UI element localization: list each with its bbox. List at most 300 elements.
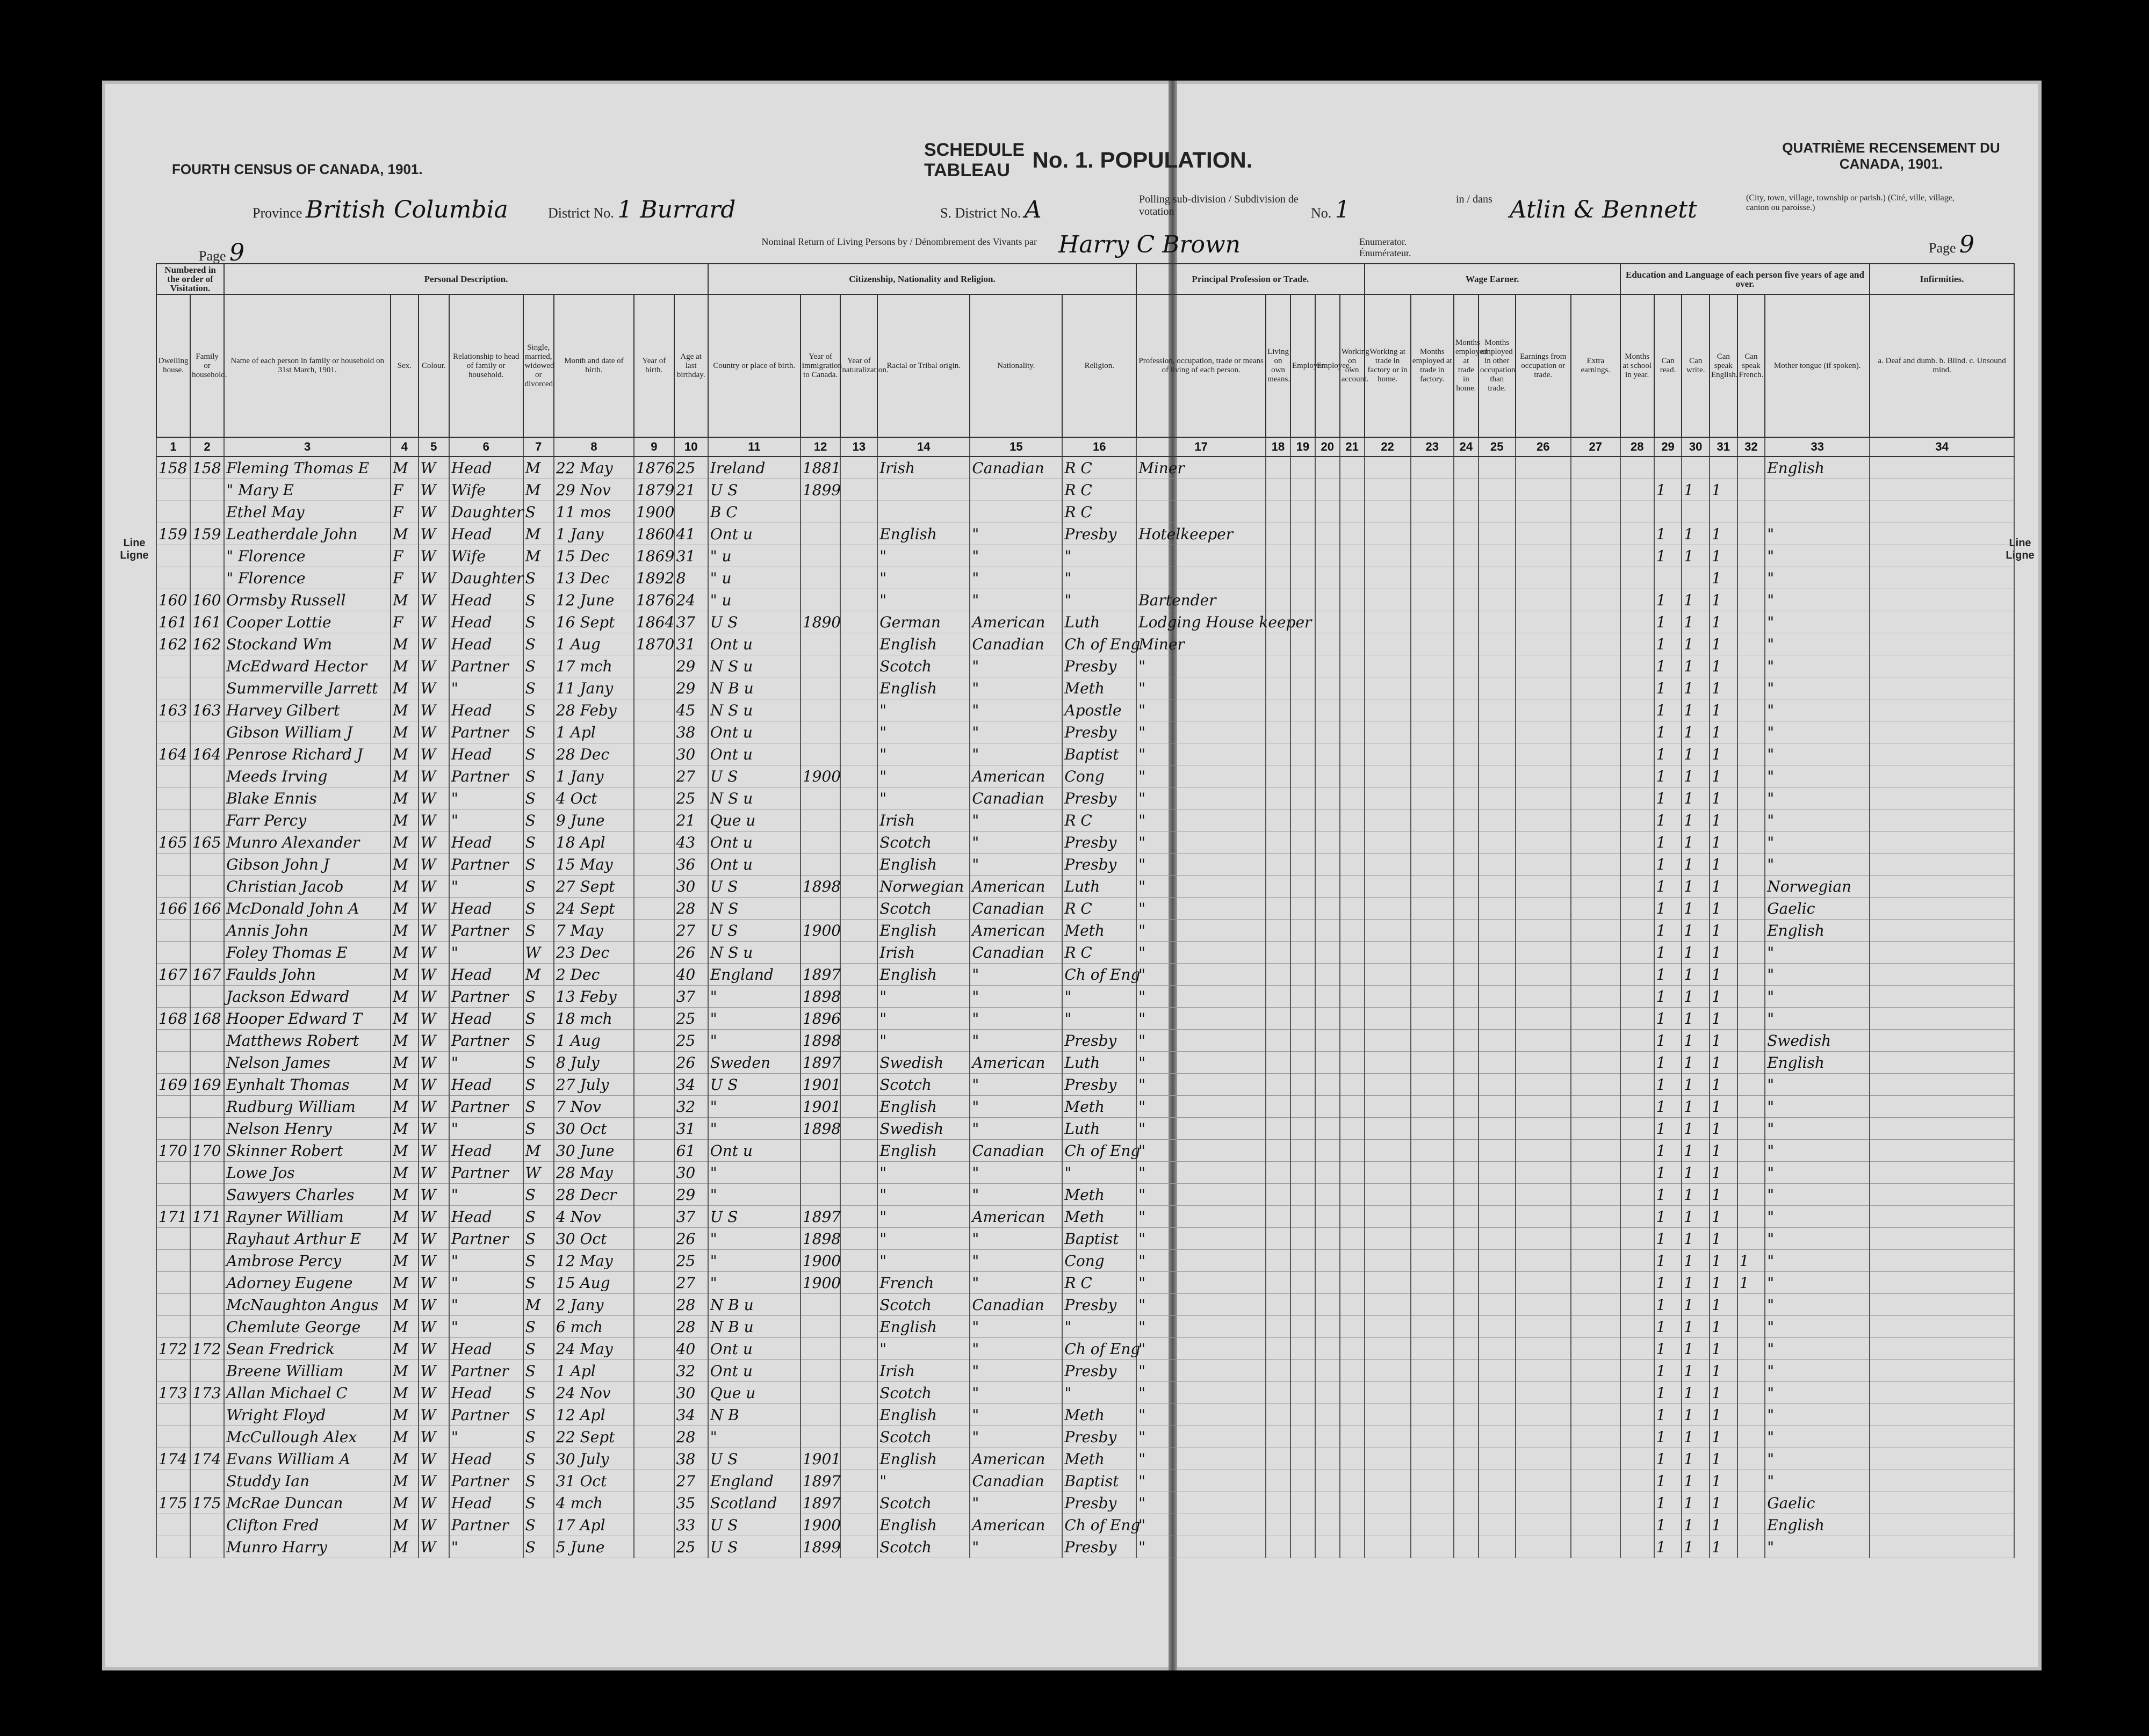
- cell-fam: 166: [190, 898, 224, 920]
- cell-imm: [801, 633, 841, 655]
- cell-name: Munro Alexander: [224, 831, 391, 853]
- cell-nation: ": [970, 853, 1062, 876]
- cell-cond: S: [523, 809, 554, 831]
- column-number-4: 4: [391, 437, 419, 457]
- cell-relig: Baptist: [1062, 743, 1136, 765]
- cell-nation: ": [970, 1360, 1062, 1382]
- cell-fam: [190, 567, 224, 589]
- cell-empty: [1479, 1250, 1516, 1272]
- cell-nat: [840, 1360, 877, 1382]
- cell-relig: ": [1062, 1008, 1136, 1030]
- cell-empty: [1571, 831, 1620, 853]
- cell-empty: [1411, 633, 1454, 655]
- cell-cond: S: [523, 1228, 554, 1250]
- cell-prof: ": [1136, 876, 1266, 898]
- table-row: [156, 898, 2014, 920]
- cell-school: [1620, 1536, 1654, 1558]
- cell-empty: [1411, 1008, 1454, 1030]
- cell-age: 25: [674, 1250, 708, 1272]
- cell-col: W: [419, 1382, 449, 1404]
- cell-imm: 1896: [801, 1008, 841, 1030]
- cell-cond: S: [523, 898, 554, 920]
- cell-eng: 1: [1710, 1030, 1737, 1052]
- cell-empty: [1411, 655, 1454, 677]
- cell-nat: [840, 479, 877, 501]
- cell-empty: [1454, 1140, 1479, 1162]
- cell-prof: Lodging House keeper: [1136, 611, 1266, 633]
- column-number-3: 3: [224, 437, 391, 457]
- cell-sex: M: [391, 1382, 419, 1404]
- cell-empty: [1454, 1492, 1479, 1514]
- cell-empty: [1454, 633, 1479, 655]
- column-header-26: Earnings from occupation or trade.: [1516, 294, 1571, 437]
- cell-nat: [840, 545, 877, 567]
- table-row: [156, 986, 2014, 1008]
- cell-origin: English: [877, 1140, 970, 1162]
- cell-age: 25: [674, 457, 708, 479]
- column-number-19: 19: [1290, 437, 1315, 457]
- cell-origin: ": [877, 567, 970, 589]
- cell-school: [1620, 1426, 1654, 1448]
- cell-empty: [1340, 1008, 1365, 1030]
- cell-sex: M: [391, 1404, 419, 1426]
- cell-eng: 1: [1710, 523, 1737, 545]
- cell-prof: ": [1136, 721, 1266, 743]
- cell-prof: ": [1136, 1228, 1266, 1250]
- cell-empty: [1479, 853, 1516, 876]
- cell-empty: [1454, 1338, 1479, 1360]
- cell-read: 1: [1654, 920, 1682, 942]
- cell-rel: Head: [449, 699, 523, 721]
- cell-col: W: [419, 809, 449, 831]
- cell-sex: M: [391, 1470, 419, 1492]
- cell-imm: [801, 699, 841, 721]
- cell-name: Leatherdale John: [224, 523, 391, 545]
- cell-dw: 164: [156, 743, 190, 765]
- cell-col: W: [419, 1250, 449, 1272]
- cell-empty: [1315, 1272, 1340, 1294]
- cell-empty: [1365, 986, 1411, 1008]
- cell-empty: [1340, 1294, 1365, 1316]
- column-number-22: 22: [1365, 437, 1411, 457]
- cell-empty: [1266, 1206, 1290, 1228]
- cell-empty: [1516, 457, 1571, 479]
- cell-prof: Miner: [1136, 633, 1266, 655]
- cell-sex: M: [391, 633, 419, 655]
- cell-origin: Scotch: [877, 1294, 970, 1316]
- cell-imm: [801, 1382, 841, 1404]
- cell-empty: [1479, 457, 1516, 479]
- cell-cond: S: [523, 1382, 554, 1404]
- cell-name: Ormsby Russell: [224, 589, 391, 611]
- cell-origin: Scotch: [877, 1426, 970, 1448]
- cell-bday: 5 June: [554, 1536, 634, 1558]
- cell-empty: [1290, 1052, 1315, 1074]
- cell-empty: [1454, 920, 1479, 942]
- cell-empty: [1365, 831, 1411, 853]
- cell-empty: [1479, 1536, 1516, 1558]
- cell-write: 1: [1682, 1404, 1710, 1426]
- cell-empty: [1571, 1294, 1620, 1316]
- cell-empty: [1365, 1316, 1411, 1338]
- cell-tongue: ": [1765, 1008, 1870, 1030]
- cell-empty: [1411, 1404, 1454, 1426]
- cell-empty: [1266, 1250, 1290, 1272]
- cell-nation: American: [970, 876, 1062, 898]
- cell-empty: [1315, 743, 1340, 765]
- cell-nat: [840, 589, 877, 611]
- cell-empty: [1454, 986, 1479, 1008]
- place-value: Atlin & Bennett: [1510, 196, 1697, 223]
- cell-empty: [1479, 1030, 1516, 1052]
- cell-name: Sean Fredrick: [224, 1338, 391, 1360]
- cell-empty: [1571, 1514, 1620, 1536]
- cell-eng: 1: [1710, 1206, 1737, 1228]
- cell-school: [1620, 1448, 1654, 1470]
- cell-rel: Wife: [449, 545, 523, 567]
- cell-eng: 1: [1710, 809, 1737, 831]
- cell-rel: Partner: [449, 655, 523, 677]
- cell-empty: [1479, 765, 1516, 787]
- cell-empty: [1870, 1316, 2014, 1338]
- cell-sex: M: [391, 1096, 419, 1118]
- cell-cond: S: [523, 1316, 554, 1338]
- cell-age: 32: [674, 1096, 708, 1118]
- cell-fam: 167: [190, 964, 224, 986]
- cell-eng: 1: [1710, 1052, 1737, 1074]
- cell-imm: [801, 942, 841, 964]
- cell-relig: Presby: [1062, 1492, 1136, 1514]
- cell-write: 1: [1682, 1250, 1710, 1272]
- cell-empty: [1571, 1272, 1620, 1294]
- cell-rel: ": [449, 1250, 523, 1272]
- column-number-23: 23: [1411, 437, 1454, 457]
- cell-origin: Scotch: [877, 1074, 970, 1096]
- cell-eng: 1: [1710, 831, 1737, 853]
- cell-country: Ont u: [708, 1338, 801, 1360]
- line-label-left: Line Ligne: [120, 537, 149, 561]
- table-row: [156, 1382, 2014, 1404]
- cell-school: [1620, 765, 1654, 787]
- cell-read: 1: [1654, 1316, 1682, 1338]
- cell-bday: 31 Oct: [554, 1470, 634, 1492]
- cell-empty: [1411, 1536, 1454, 1558]
- cell-empty: [1454, 809, 1479, 831]
- cell-write: 1: [1682, 853, 1710, 876]
- schedule-title: [924, 140, 1252, 180]
- cell-empty: [1266, 1338, 1290, 1360]
- cell-fr: [1737, 986, 1765, 1008]
- cell-write: 1: [1682, 942, 1710, 964]
- cell-empty: [1340, 1074, 1365, 1096]
- cell-tongue: ": [1765, 721, 1870, 743]
- cell-col: W: [419, 1536, 449, 1558]
- cell-school: [1620, 986, 1654, 1008]
- cell-origin: Irish: [877, 457, 970, 479]
- cell-prof: ": [1136, 1536, 1266, 1558]
- cell-sex: M: [391, 1272, 419, 1294]
- cell-name: Evans William A: [224, 1448, 391, 1470]
- cell-empty: [1411, 1338, 1454, 1360]
- cell-rel: ": [449, 1426, 523, 1448]
- cell-fr: [1737, 942, 1765, 964]
- cell-relig: Presby: [1062, 1294, 1136, 1316]
- cell-empty: [1365, 1118, 1411, 1140]
- cell-name: Adorney Eugene: [224, 1272, 391, 1294]
- cell-sex: M: [391, 787, 419, 809]
- cell-age: 26: [674, 1052, 708, 1074]
- cell-age: 30: [674, 876, 708, 898]
- cell-age: 26: [674, 942, 708, 964]
- cell-empty: [1571, 787, 1620, 809]
- cell-empty: [1290, 1514, 1315, 1536]
- cell-empty: [1411, 920, 1454, 942]
- cell-empty: [1516, 677, 1571, 699]
- cell-nat: [840, 1294, 877, 1316]
- cell-rel: ": [449, 1052, 523, 1074]
- cell-prof: ": [1136, 1008, 1266, 1030]
- cell-empty: [1315, 699, 1340, 721]
- cell-school: [1620, 1030, 1654, 1052]
- cell-empty: [1340, 1162, 1365, 1184]
- column-header-27: Extra earnings.: [1571, 294, 1620, 437]
- cell-country: U S: [708, 765, 801, 787]
- cell-age: 27: [674, 765, 708, 787]
- cell-empty: [1365, 1360, 1411, 1382]
- cell-read: 1: [1654, 655, 1682, 677]
- cell-empty: [1411, 501, 1454, 523]
- cell-empty: [1411, 1206, 1454, 1228]
- cell-empty: [1479, 1074, 1516, 1096]
- cell-nation: ": [970, 1426, 1062, 1448]
- cell-school: [1620, 1470, 1654, 1492]
- cell-imm: [801, 655, 841, 677]
- cell-fr: [1737, 1008, 1765, 1030]
- column-header-16: Religion.: [1062, 294, 1136, 437]
- cell-school: [1620, 1492, 1654, 1514]
- table-row: [156, 1008, 2014, 1030]
- cell-relig: ": [1062, 1316, 1136, 1338]
- cell-school: [1620, 898, 1654, 920]
- column-number-16: 16: [1062, 437, 1136, 457]
- cell-empty: [1340, 545, 1365, 567]
- cell-school: [1620, 1514, 1654, 1536]
- cell-empty: [1340, 1052, 1365, 1074]
- cell-empty: [1571, 1404, 1620, 1426]
- cell-rel: ": [449, 1272, 523, 1294]
- cell-age: 25: [674, 787, 708, 809]
- cell-empty: [1479, 986, 1516, 1008]
- cell-eng: 1: [1710, 1096, 1737, 1118]
- cell-relig: Presby: [1062, 853, 1136, 876]
- cell-empty: [1454, 1536, 1479, 1558]
- cell-sex: M: [391, 1228, 419, 1250]
- cell-fr: [1737, 655, 1765, 677]
- cell-rel: ": [449, 1294, 523, 1316]
- cell-empty: [1340, 1470, 1365, 1492]
- cell-empty: [1315, 1338, 1340, 1360]
- cell-empty: [1411, 986, 1454, 1008]
- cell-prof: ": [1136, 765, 1266, 787]
- cell-age: 28: [674, 1294, 708, 1316]
- cell-relig: Presby: [1062, 523, 1136, 545]
- cell-empty: [1365, 920, 1411, 942]
- cell-eng: 1: [1710, 942, 1737, 964]
- cell-empty: [1479, 523, 1516, 545]
- cell-empty: [1479, 1426, 1516, 1448]
- cell-prof: ": [1136, 1272, 1266, 1294]
- column-number-30: 30: [1682, 437, 1710, 457]
- cell-year: [634, 1008, 674, 1030]
- cell-imm: [801, 1184, 841, 1206]
- cell-empty: [1516, 655, 1571, 677]
- cell-eng: 1: [1710, 1426, 1737, 1448]
- cell-empty: [1340, 1514, 1365, 1536]
- cell-cond: S: [523, 1492, 554, 1514]
- cell-relig: Ch of Eng: [1062, 1140, 1136, 1162]
- cell-empty: [1571, 743, 1620, 765]
- cell-sex: M: [391, 1052, 419, 1074]
- column-number-1: 1: [156, 437, 190, 457]
- cell-empty: [1571, 567, 1620, 589]
- cell-school: [1620, 853, 1654, 876]
- cell-country: Scotland: [708, 1492, 801, 1514]
- cell-empty: [1365, 1052, 1411, 1074]
- cell-relig: ": [1062, 1382, 1136, 1404]
- cell-name: Studdy Ian: [224, 1470, 391, 1492]
- cell-nat: [840, 721, 877, 743]
- cell-tongue: ": [1765, 1360, 1870, 1382]
- column-number-14: 14: [877, 437, 970, 457]
- cell-relig: Presby: [1062, 1360, 1136, 1382]
- cell-write: 1: [1682, 831, 1710, 853]
- cell-empty: [1870, 1074, 2014, 1096]
- cell-bday: 4 Oct: [554, 787, 634, 809]
- cell-year: [634, 1492, 674, 1514]
- cell-dw: [156, 1096, 190, 1118]
- cell-empty: [1571, 677, 1620, 699]
- cell-col: W: [419, 1140, 449, 1162]
- cell-empty: [1290, 853, 1315, 876]
- table-row: [156, 545, 2014, 567]
- cell-cond: S: [523, 1448, 554, 1470]
- cell-sex: F: [391, 545, 419, 567]
- cell-read: 1: [1654, 1536, 1682, 1558]
- cell-bday: 27 Sept: [554, 876, 634, 898]
- cell-dw: [156, 809, 190, 831]
- cell-origin: Irish: [877, 809, 970, 831]
- cell-bday: 12 May: [554, 1250, 634, 1272]
- cell-empty: [1340, 655, 1365, 677]
- cell-nat: [840, 567, 877, 589]
- cell-school: [1620, 1382, 1654, 1404]
- cell-empty: [1340, 1272, 1365, 1294]
- cell-empty: [1516, 1316, 1571, 1338]
- cell-empty: [1266, 545, 1290, 567]
- cell-empty: [1340, 853, 1365, 876]
- cell-col: W: [419, 611, 449, 633]
- cell-empty: [1315, 1492, 1340, 1514]
- cell-empty: [1340, 876, 1365, 898]
- cell-fr: [1737, 589, 1765, 611]
- cell-relig: Meth: [1062, 920, 1136, 942]
- cell-empty: [1365, 765, 1411, 787]
- cell-empty: [1340, 1316, 1365, 1338]
- cell-nation: American: [970, 1052, 1062, 1074]
- cell-eng: 1: [1710, 721, 1737, 743]
- cell-empty: [1411, 1074, 1454, 1096]
- cell-empty: [1365, 1272, 1411, 1294]
- cell-write: 1: [1682, 699, 1710, 721]
- cell-age: 21: [674, 809, 708, 831]
- cell-country: N B u: [708, 1316, 801, 1338]
- cell-fam: 175: [190, 1492, 224, 1514]
- cell-empty: [1479, 1470, 1516, 1492]
- cell-empty: [1411, 1184, 1454, 1206]
- cell-school: [1620, 567, 1654, 589]
- table-row: [156, 699, 2014, 721]
- cell-imm: 1899: [801, 1536, 841, 1558]
- cell-empty: [1266, 964, 1290, 986]
- cell-empty: [1516, 1162, 1571, 1184]
- cell-empty: [1411, 1316, 1454, 1338]
- cell-nation: American: [970, 920, 1062, 942]
- cell-bday: 15 May: [554, 853, 634, 876]
- cell-nat: [840, 1492, 877, 1514]
- cell-empty: [1290, 1404, 1315, 1426]
- census-title-en: FOURTH CENSUS OF CANADA, 1901.: [172, 161, 423, 177]
- cell-empty: [1315, 876, 1340, 898]
- cell-fr: [1737, 567, 1765, 589]
- cell-age: 25: [674, 1536, 708, 1558]
- group-profession: Principal Profession or Trade.: [1136, 264, 1364, 294]
- cell-origin: ": [877, 1184, 970, 1206]
- cell-imm: [801, 677, 841, 699]
- cell-empty: [1315, 898, 1340, 920]
- cell-empty: [1340, 677, 1365, 699]
- cell-empty: [1516, 633, 1571, 655]
- population-table: [156, 263, 2015, 1558]
- cell-nation: American: [970, 1206, 1062, 1228]
- cell-name: Blake Ennis: [224, 787, 391, 809]
- cell-empty: [1870, 1206, 2014, 1228]
- cell-sex: M: [391, 1426, 419, 1448]
- cell-sex: M: [391, 743, 419, 765]
- column-number-33: 33: [1765, 437, 1870, 457]
- cell-empty: [1365, 1008, 1411, 1030]
- cell-col: W: [419, 1162, 449, 1184]
- cell-cond: S: [523, 1426, 554, 1448]
- cell-prof: [1136, 545, 1266, 567]
- cell-origin: ": [877, 1206, 970, 1228]
- cell-empty: [1411, 1096, 1454, 1118]
- cell-year: [634, 1118, 674, 1140]
- cell-empty: [1571, 479, 1620, 501]
- cell-prof: ": [1136, 1206, 1266, 1228]
- cell-empty: [1266, 876, 1290, 898]
- cell-empty: [1870, 743, 2014, 765]
- cell-year: [634, 1316, 674, 1338]
- cell-rel: Head: [449, 633, 523, 655]
- cell-col: W: [419, 743, 449, 765]
- cell-col: W: [419, 1008, 449, 1030]
- cell-tongue: English: [1765, 1052, 1870, 1074]
- cell-empty: [1870, 964, 2014, 986]
- cell-empty: [1516, 1492, 1571, 1514]
- cell-prof: ": [1136, 699, 1266, 721]
- cell-empty: [1315, 479, 1340, 501]
- column-header-17: Profession, occupation, trade or means of living of each person.: [1136, 294, 1266, 437]
